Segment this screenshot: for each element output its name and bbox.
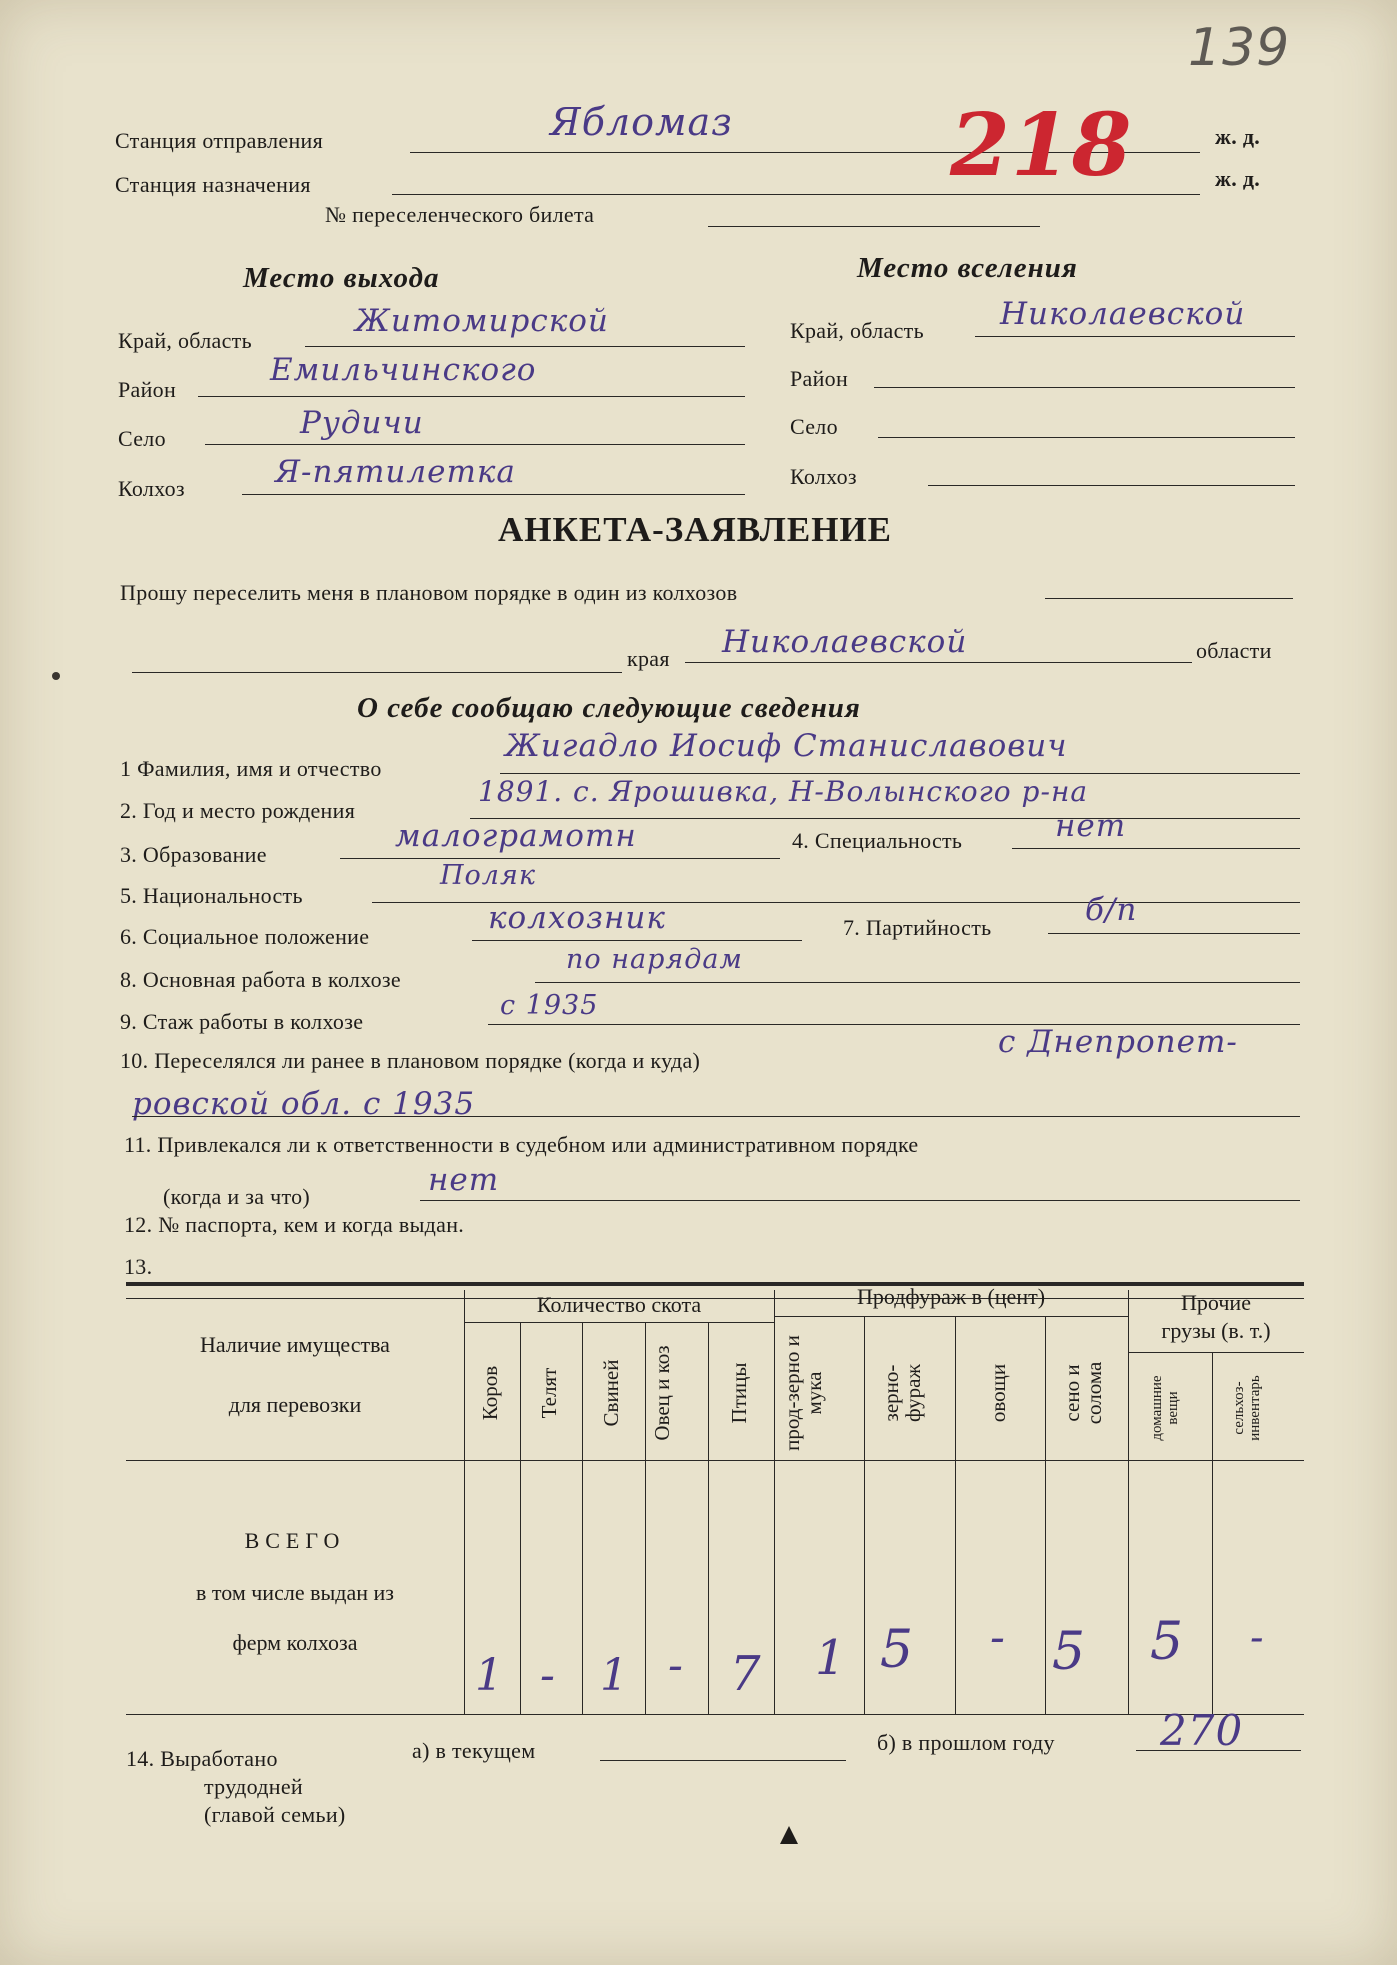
- request-line: [1045, 598, 1293, 599]
- col-household: домашние вещи: [1149, 1375, 1181, 1441]
- value-hay-straw: 5: [1052, 1622, 1087, 1682]
- origin-district-value: Емильчинского: [270, 352, 537, 388]
- q10-line: [132, 1116, 1300, 1117]
- col-sep-5: [774, 1290, 775, 1714]
- origin-region-value: Житомирской: [355, 303, 609, 339]
- request-text: Прошу переселить меня в плановом порядке в один из колхозов: [120, 580, 738, 605]
- value-farm-tools: -: [1250, 1615, 1265, 1661]
- q8-value: по нарядам: [566, 944, 743, 975]
- col-sep-7: [955, 1316, 956, 1714]
- origin-village-value: Рудичи: [300, 405, 424, 441]
- col-hay-straw: сено и солома: [1060, 1361, 1107, 1425]
- origin-kolkhoz-line: [242, 494, 745, 495]
- kraya-line: [132, 672, 622, 673]
- other-group-rule: [1128, 1352, 1304, 1353]
- q10-value-1: с Днепропет-: [998, 1024, 1238, 1060]
- q3-line: [340, 858, 780, 859]
- q11-line: [420, 1200, 1300, 1201]
- origin-village-label: Село: [118, 426, 166, 451]
- destination-heading: Место вселения: [857, 252, 1078, 284]
- row-header-2: для перевозки: [228, 1392, 362, 1417]
- oblast-line: [685, 662, 1192, 663]
- q14-label-2: трудодней: [204, 1774, 303, 1799]
- col-sep-1: [520, 1322, 521, 1714]
- group-other-2: грузы (в. т.): [1161, 1318, 1271, 1343]
- value-pigs: 1: [600, 1650, 629, 1701]
- destination-region-line: [975, 336, 1295, 337]
- value-calves: -: [540, 1650, 556, 1701]
- origin-district-line: [198, 396, 745, 397]
- q6-label: 6. Социальное положение: [120, 924, 370, 949]
- dispatch-station-label: Станция отправления: [115, 128, 324, 153]
- q14-label-3: (главой семьи): [204, 1802, 346, 1827]
- destination-district-label: Район: [790, 366, 849, 391]
- origin-region-line: [305, 346, 745, 347]
- q7-value: б/п: [1085, 892, 1138, 928]
- q9-value: с 1935: [500, 990, 599, 1021]
- row-header-1: Наличие имущества: [200, 1332, 390, 1357]
- value-poultry: 7: [730, 1646, 762, 1702]
- q4-line: [1012, 848, 1300, 849]
- destination-kolkhoz-line: [928, 485, 1295, 486]
- q10-label: 10. Переселялся ли ранее в плановом порядке (когда и куда): [120, 1048, 701, 1073]
- q11-value: нет: [428, 1162, 500, 1198]
- fodder-group-rule: [774, 1316, 1128, 1317]
- q12-label: 12. № паспорта, кем и когда выдан.: [124, 1212, 465, 1237]
- total-sub-2: ферм колхоза: [232, 1630, 358, 1655]
- binding-hole: [52, 672, 60, 680]
- group-other-1: Прочие: [1181, 1290, 1251, 1315]
- q4-value: нет: [1055, 808, 1127, 844]
- dispatch-rail-suffix: ж. д.: [1215, 124, 1261, 149]
- q11-label: 11. Привлекался ли к ответственности в судебном или административном порядке: [124, 1132, 919, 1157]
- current-year-label: а) в текущем: [412, 1738, 536, 1763]
- col-sep-2: [582, 1322, 583, 1714]
- destination-kolkhoz-label: Колхоз: [790, 464, 857, 489]
- value-cows: 1: [475, 1650, 504, 1701]
- table-bottom-rule: [126, 1714, 1304, 1715]
- q2-value: 1891. с. Ярошивка, Н-Волынского р-на: [478, 775, 1089, 808]
- origin-region-label: Край, область: [118, 328, 252, 353]
- current-year-line: [600, 1760, 846, 1761]
- q9-label: 9. Стаж работы в колхозе: [120, 1009, 364, 1034]
- destination-rail-suffix: ж. д.: [1215, 166, 1261, 191]
- destination-district-line: [874, 387, 1295, 388]
- q7-line: [1048, 933, 1300, 934]
- q1-value: Жигадло Иосиф Станиславович: [505, 728, 1068, 764]
- past-year-label: б) в прошлом году: [877, 1730, 1055, 1755]
- q5-label: 5. Национальность: [120, 883, 303, 908]
- destination-region-label: Край, область: [790, 318, 924, 343]
- dispatch-station-value: Ябломаз: [550, 100, 733, 144]
- col-calves: Телят: [537, 1367, 561, 1419]
- origin-district-label: Район: [118, 377, 177, 402]
- past-year-value: 270: [1160, 1706, 1244, 1755]
- q14-label-1: 14. Выработано: [126, 1746, 278, 1771]
- value-household: 5: [1150, 1612, 1185, 1672]
- col-farm-tools: сельхоз-инвентарь: [1231, 1375, 1263, 1441]
- q3-label: 3. Образование: [120, 842, 267, 867]
- oblasti-label: области: [1196, 638, 1272, 663]
- q6-value: колхозник: [488, 900, 666, 936]
- q3-value: малограмотн: [395, 818, 637, 854]
- destination-station-label: Станция назначения: [115, 172, 311, 197]
- red-stamp-number: 218: [950, 95, 1133, 196]
- col-grain-fodder: зерно-фураж: [879, 1364, 926, 1422]
- q5-value: Поляк: [440, 860, 536, 891]
- destination-region-value: Николаевской: [1000, 296, 1246, 332]
- q1-line: [500, 773, 1300, 774]
- q11-label-2: (когда и за что): [163, 1184, 311, 1209]
- archive-number: 139: [1188, 18, 1291, 78]
- value-grain-fodder: 5: [880, 1620, 915, 1680]
- col-sep-0: [464, 1290, 465, 1714]
- origin-heading: Место выхода: [243, 262, 440, 294]
- form-title: АНКЕТА-ЗАЯВЛЕНИЕ: [498, 510, 893, 549]
- total-label: ВСЕГО: [244, 1528, 346, 1553]
- col-grain-flour: прод-зерно и мука: [780, 1335, 827, 1451]
- q8-label: 8. Основная работа в колхозе: [120, 967, 401, 992]
- ticket-number-label: № переселенческого билета: [325, 202, 595, 227]
- q6-line: [472, 940, 802, 941]
- oblast-value: Николаевской: [722, 624, 968, 660]
- destination-village-label: Село: [790, 414, 838, 439]
- group-fodder: Продфураж в (цент): [856, 1284, 1046, 1309]
- col-vegetables: овощи: [986, 1363, 1010, 1423]
- ticket-number-line: [708, 226, 1040, 227]
- q10-value-2: ровской обл. с 1935: [132, 1086, 476, 1122]
- q13-label: 13.: [124, 1254, 153, 1279]
- kraya-label: края: [627, 646, 670, 671]
- col-cows: Коров: [478, 1365, 502, 1421]
- col-sep-3: [645, 1322, 646, 1714]
- col-pigs: Свиней: [599, 1359, 623, 1427]
- q4-label: 4. Специальность: [792, 828, 963, 853]
- about-heading: О себе сообщаю следующие сведения: [357, 692, 861, 724]
- q2-label: 2. Год и место рождения: [120, 798, 356, 823]
- origin-village-line: [205, 444, 745, 445]
- col-sep-8: [1045, 1316, 1046, 1714]
- col-sep-10: [1212, 1352, 1213, 1714]
- col-poultry: Птицы: [727, 1362, 751, 1424]
- origin-kolkhoz-label: Колхоз: [118, 476, 185, 501]
- col-sep-9: [1128, 1290, 1129, 1714]
- value-grain-flour: 1: [815, 1630, 847, 1686]
- origin-kolkhoz-value: Я-пятилетка: [275, 454, 516, 490]
- livestock-group-rule: [464, 1322, 774, 1323]
- value-vegetables: -: [990, 1612, 1006, 1663]
- value-sheep: -: [668, 1640, 684, 1691]
- col-sep-4: [708, 1322, 709, 1714]
- group-livestock: Количество скота: [536, 1292, 702, 1317]
- total-sub-1: в том числе выдан из: [196, 1580, 394, 1605]
- q7-label: 7. Партийность: [843, 915, 992, 940]
- col-sep-6: [864, 1316, 865, 1714]
- q1-label: 1 Фамилия, имя и отчество: [120, 756, 382, 781]
- col-sheep: Овец и коз: [650, 1345, 674, 1441]
- triangle-mark: [780, 1826, 798, 1844]
- destination-village-line: [878, 437, 1295, 438]
- q8-line: [535, 982, 1300, 983]
